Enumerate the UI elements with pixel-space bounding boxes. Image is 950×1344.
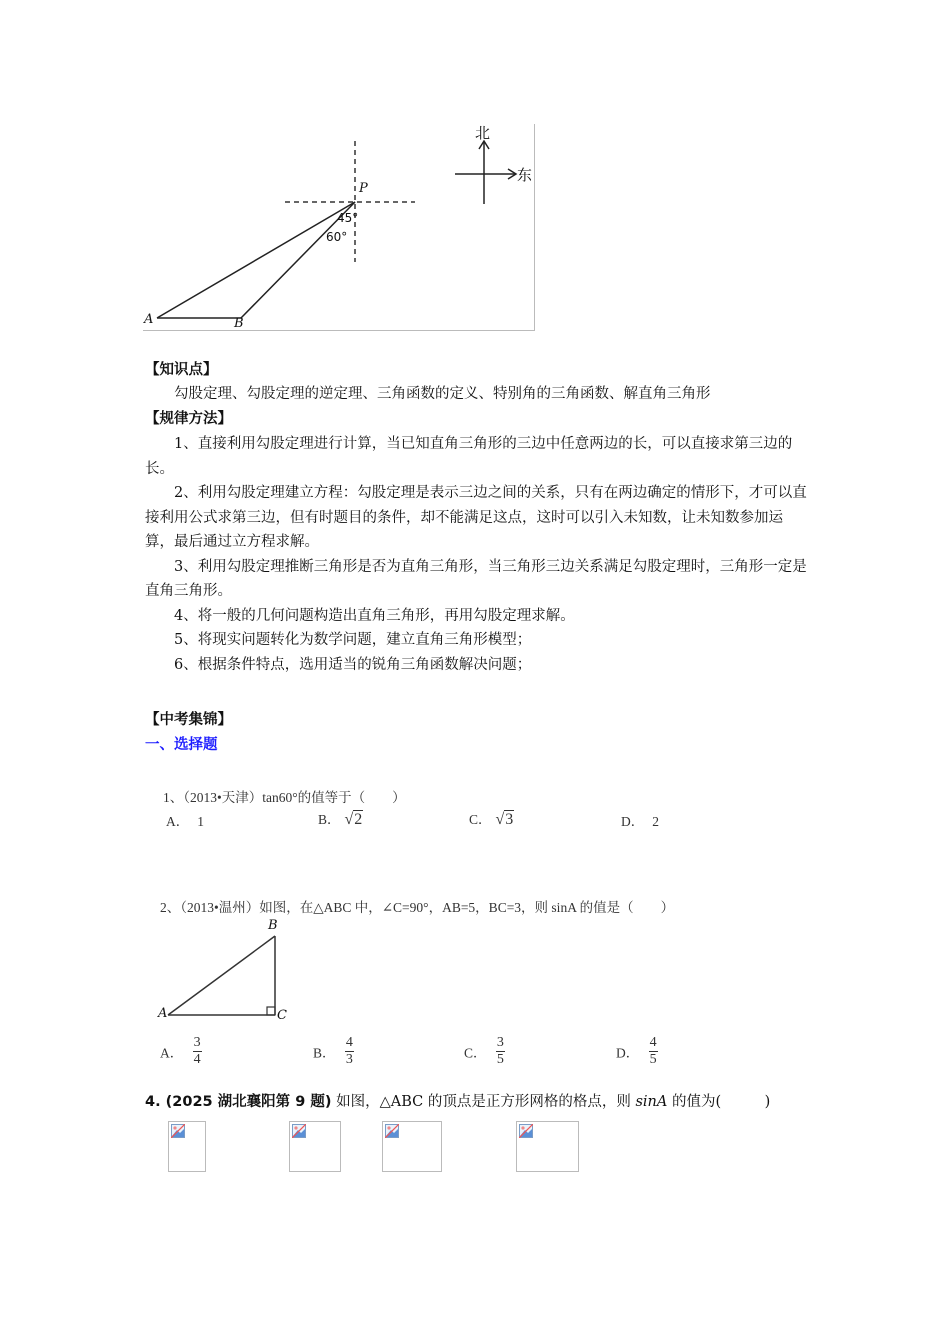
- method-item: 1、直接利用勾股定理进行计算，当已知直角三角形的三边中任意两边的长，可以直接求第三边的长。: [145, 436, 793, 477]
- q2-option-b: [313, 1035, 354, 1068]
- radicand: 2: [354, 811, 363, 828]
- knowledge-text: 勾股定理、勾股定理的逆定理、三角函数的定义、特别角的三角函数、解直角三角形: [174, 386, 711, 402]
- q1-option-c: [469, 808, 514, 829]
- method-item: 6、根据条件特点，选用适当的锐角三角函数解决问题；: [174, 656, 532, 673]
- east-label: 东: [517, 166, 533, 184]
- vertex-a-label: A: [158, 1006, 168, 1021]
- broken-image-option-b: [289, 1121, 341, 1172]
- q1-option-d: [621, 810, 659, 830]
- q2-option-c: [464, 1035, 505, 1068]
- point-b-label: B: [234, 316, 244, 331]
- q4-suffix: 的值为( ): [667, 1094, 771, 1110]
- angle-45-label: 45°: [337, 211, 359, 225]
- line-pa: [157, 202, 355, 318]
- option-value: 2: [652, 814, 659, 829]
- q2-option-d: [616, 1035, 658, 1068]
- option-letter: A．: [160, 1045, 184, 1061]
- broken-image-icon: [519, 1124, 533, 1138]
- method-item: 3、利用勾股定理推断三角形是否为直角三角形，当三角形三边关系满足勾股定理时，三角形一定是直角三角形。: [145, 558, 807, 599]
- bearing-figure: [143, 124, 535, 331]
- method-heading: 【规律方法】: [145, 411, 232, 427]
- q1-option-b: [318, 808, 363, 829]
- numerator: 3: [496, 1035, 504, 1050]
- q4-prefix: 4. (2025 湖北襄阳第 9 题): [145, 1094, 332, 1110]
- north-label: 北: [475, 124, 491, 142]
- option-value: 1: [197, 814, 204, 829]
- broken-image-option-a: [168, 1121, 206, 1172]
- option-letter: A．: [166, 814, 190, 829]
- fraction: [496, 1035, 505, 1068]
- radicand: 3: [505, 811, 514, 828]
- point-a-label: A: [144, 312, 154, 327]
- q1-option-a: [166, 810, 204, 830]
- broken-image-option-d: [516, 1121, 579, 1172]
- side-ab: [168, 936, 275, 1015]
- fraction: [193, 1035, 202, 1068]
- q4-sin: sinA: [635, 1094, 668, 1110]
- fraction: [345, 1035, 354, 1068]
- option-letter: B．: [313, 1045, 336, 1061]
- vertex-b-label: B: [268, 918, 278, 933]
- q4-text: 如图，△ABC 的顶点是正方形网格的格点，则: [331, 1094, 636, 1110]
- bearing-diagram: [143, 124, 534, 330]
- right-angle-mark: [267, 1007, 275, 1015]
- knowledge-heading: 【知识点】: [145, 362, 218, 378]
- angle-60-label: 60°: [326, 230, 348, 244]
- option-letter: D．: [621, 814, 645, 829]
- option-letter: D．: [616, 1045, 640, 1061]
- broken-image-icon: [292, 1124, 306, 1138]
- numerator: 4: [345, 1035, 353, 1050]
- numerator: 4: [649, 1035, 657, 1050]
- fraction: [649, 1035, 658, 1068]
- denominator: 5: [496, 1052, 504, 1067]
- option-letter: C．: [469, 812, 492, 827]
- broken-image-option-c: [382, 1121, 442, 1172]
- section-title: 一、选择题: [145, 737, 218, 753]
- q1-stem: 1、（2013•天津）tan60°的值等于（ ）: [163, 790, 406, 805]
- denominator: 5: [649, 1052, 657, 1067]
- denominator: 3: [345, 1052, 353, 1067]
- q2-triangle-figure: [158, 918, 293, 1028]
- broken-image-icon: [171, 1124, 185, 1138]
- q2-option-a: [160, 1035, 202, 1068]
- sqrt-symbol: √: [344, 811, 354, 828]
- broken-image-icon: [385, 1124, 399, 1138]
- option-letter: B．: [318, 812, 341, 827]
- sqrt-symbol: √: [495, 811, 505, 828]
- q4-stem: [145, 1090, 770, 1111]
- method-item: 5、将现实问题转化为数学问题，建立直角三角形模型；: [174, 632, 532, 648]
- q2-stem: 2、（2013•温州）如图，在△ABC 中，∠C=90°，AB=5，BC=3，则 sinA 的值是（ ）: [160, 900, 675, 915]
- numerator: 3: [193, 1035, 201, 1050]
- triangle-diagram: [158, 918, 293, 1028]
- option-letter: C．: [464, 1045, 487, 1061]
- method-item: 2、利用勾股定理建立方程：勾股定理是表示三边之间的关系，只有在两边确定的情形下，才可以直接利用公式求第三边，但有时题目的条件，却不能满足这点，这时可以引入未知数，让未知数参加运算，最后通过立方程求解。: [145, 485, 807, 550]
- denominator: 4: [193, 1052, 201, 1067]
- point-p-label: P: [359, 181, 368, 196]
- exam-heading: 【中考集锦】: [145, 712, 232, 728]
- method-item: 4、将一般的几何问题构造出直角三角形，再用勾股定理求解。: [174, 607, 575, 624]
- method-list: [145, 432, 807, 677]
- vertex-c-label: C: [277, 1008, 287, 1023]
